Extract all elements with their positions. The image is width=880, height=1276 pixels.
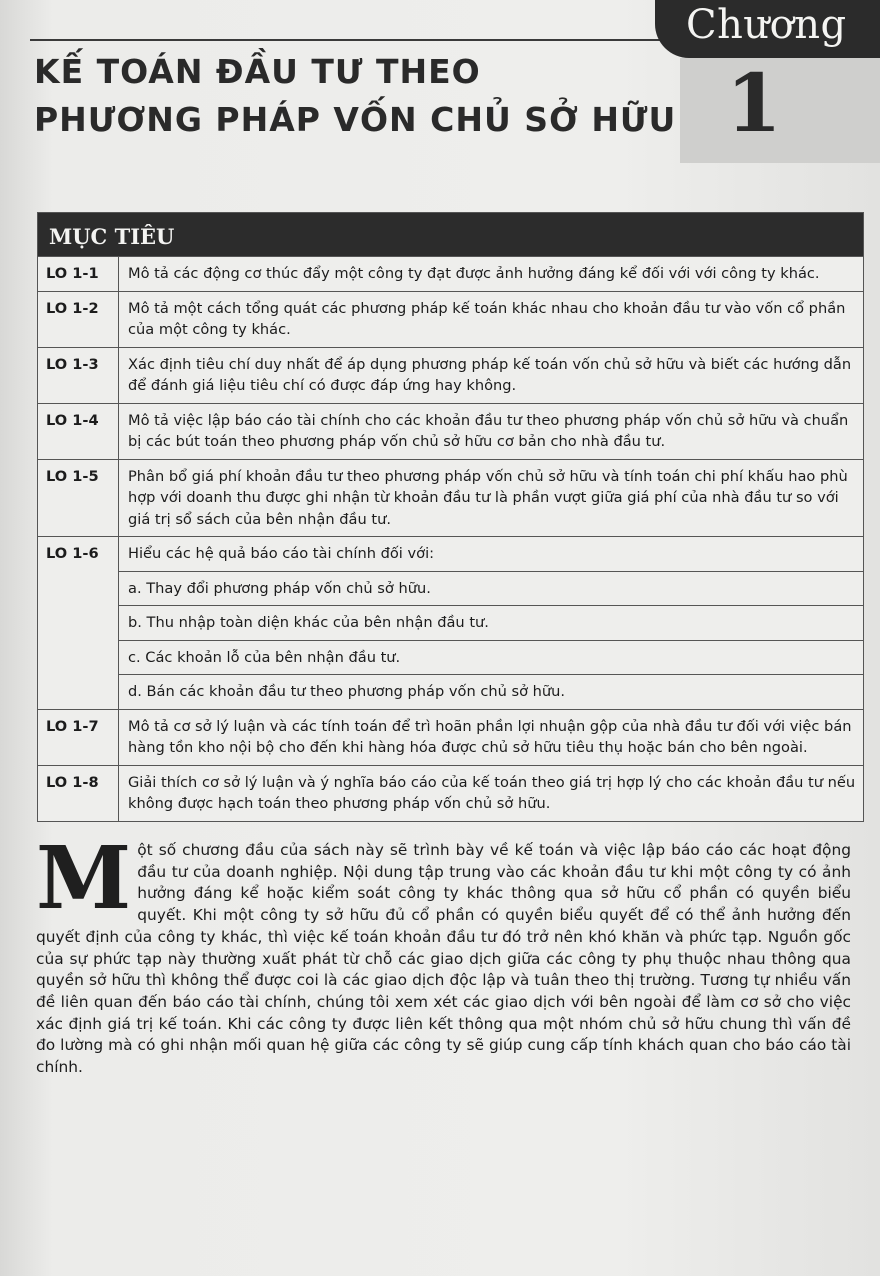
objective-code: LO 1-2 — [38, 291, 119, 347]
objective-row — [38, 403, 863, 459]
objective-row — [38, 257, 863, 292]
objective-code: LO 1-4 — [38, 403, 119, 459]
objective-subitem: b. Thu nhập toàn diện khác của bên nhận đầu tư. — [119, 606, 864, 641]
objective-text: Giải thích cơ sở lý luận và ý nghĩa báo cáo của kế toán theo giá trị hợp lý cho các khoản đầu tư nếu không được hạch toán theo phương pháp vốn chủ sở hữu. — [119, 765, 864, 821]
objective-code: LO 1-8 — [38, 765, 119, 821]
objective-code: LO 1-6 — [38, 537, 119, 710]
objective-row — [38, 537, 863, 572]
objective-code: LO 1-5 — [38, 459, 119, 537]
chapter-title-line1: KẾ TOÁN ĐẦU TƯ THEO — [34, 52, 481, 91]
objective-text: Mô tả các động cơ thúc đẩy một công ty đạt được ảnh hưởng đáng kể đối với với công ty khác. — [119, 257, 864, 292]
objective-row — [38, 459, 863, 537]
objective-text: Xác định tiêu chí duy nhất để áp dụng phương pháp kế toán vốn chủ sở hữu và biết các hướng dẫn để đánh giá liệu tiêu chí có được đáp ứng hay không. — [119, 347, 864, 403]
objective-subitem-row — [38, 571, 863, 606]
objectives-table — [38, 256, 863, 821]
objective-text: Mô tả cơ sở lý luận và các tính toán để trì hoãn phần lợi nhuận gộp của nhà đầu tư đối với việc bán hàng tồn kho nội bộ cho đến khi hàng hóa được chủ sở hữu tiêu thụ hoặc bán cho bên ngoài. — [119, 709, 864, 765]
chapter-number: 1 — [726, 56, 782, 150]
objective-text: Mô tả việc lập báo cáo tài chính cho các khoản đầu tư theo phương pháp vốn chủ sở hữu và chuẩn bị các bút toán theo phương pháp vốn chủ sở hữu cơ bản cho nhà đầu tư. — [119, 403, 864, 459]
drop-cap: M — [36, 828, 132, 929]
objective-row — [38, 291, 863, 347]
intro-paragraph — [36, 828, 851, 1079]
objective-subitem-row — [38, 640, 863, 675]
objective-code: LO 1-7 — [38, 709, 119, 765]
objective-text: Mô tả một cách tổng quát các phương pháp kế toán khác nhau cho khoản đầu tư vào vốn cổ phần của một công ty khác. — [119, 291, 864, 347]
objective-subitem-row — [38, 675, 863, 710]
objective-text: Phân bổ giá phí khoản đầu tư theo phương pháp vốn chủ sở hữu và tính toán chi phí khấu hao phù hợp với doanh thu được ghi nhận từ khoản đầu tư là phần vượt giữa giá phí của nhà đầu tư so với giá trị sổ sách của bên nhận đầu tư. — [119, 459, 864, 537]
objective-subitem: a. Thay đổi phương pháp vốn chủ sở hữu. — [119, 571, 864, 606]
header-rule — [30, 39, 680, 41]
objective-row — [38, 765, 863, 821]
objective-code: LO 1-1 — [38, 257, 119, 292]
chapter-label: Chương — [686, 2, 847, 48]
intro-text: ột số chương đầu của sách này sẽ trình bày về kế toán và việc lập báo cáo các hoạt động đầu tư của doanh nghiệp. Nội dung tập trung vào các khoản đầu tư khi một công ty có ảnh hưởng đáng kể hoặc kiểm soát công ty khác thông qua sở hữu cổ phần có quyền biểu quyết. Khi một công ty sở hữu đủ cổ phần có quyền biểu quyết để có thể ảnh hưởng đến quyết định của công ty khác, thì việc kế toán khoản đầu tư đó trở nên khó khăn và phức tạp. Nguồn gốc của sự phức tạp này thường xuất phát từ chỗ các giao dịch giữa các công ty phụ thuộc nhau thông qua quyền sở hữu thì không thể được coi là các giao dịch độc lập và tuân theo thị trường. Tương tự nhiều vấn đề liên quan đến báo cáo tài chính, chúng tôi xem xét các giao dịch với bên ngoài để làm cơ sở cho việc xác định giá trị kế toán. Khi các công ty được liên kết thông qua một nhóm chủ sở hữu chung thì vấn đề đo lường mà có ghi nhận mối quan hệ giữa các công ty sẽ giúp cung cấp tính khách quan cho báo cáo tài chính. — [36, 841, 851, 1077]
objectives-box — [37, 212, 864, 822]
objective-row — [38, 347, 863, 403]
objective-subitem: c. Các khoản lỗ của bên nhận đầu tư. — [119, 640, 864, 675]
objective-text: Hiểu các hệ quả báo cáo tài chính đối với: — [119, 537, 864, 572]
objective-subitem: d. Bán các khoản đầu tư theo phương pháp vốn chủ sở hữu. — [119, 675, 864, 710]
objective-row — [38, 709, 863, 765]
chapter-title-line2: PHƯƠNG PHÁP VỐN CHỦ SỞ HỮU — [34, 100, 677, 139]
objective-code: LO 1-3 — [38, 347, 119, 403]
objectives-heading: MỤC TIÊU — [38, 213, 863, 256]
objective-subitem-row — [38, 606, 863, 641]
